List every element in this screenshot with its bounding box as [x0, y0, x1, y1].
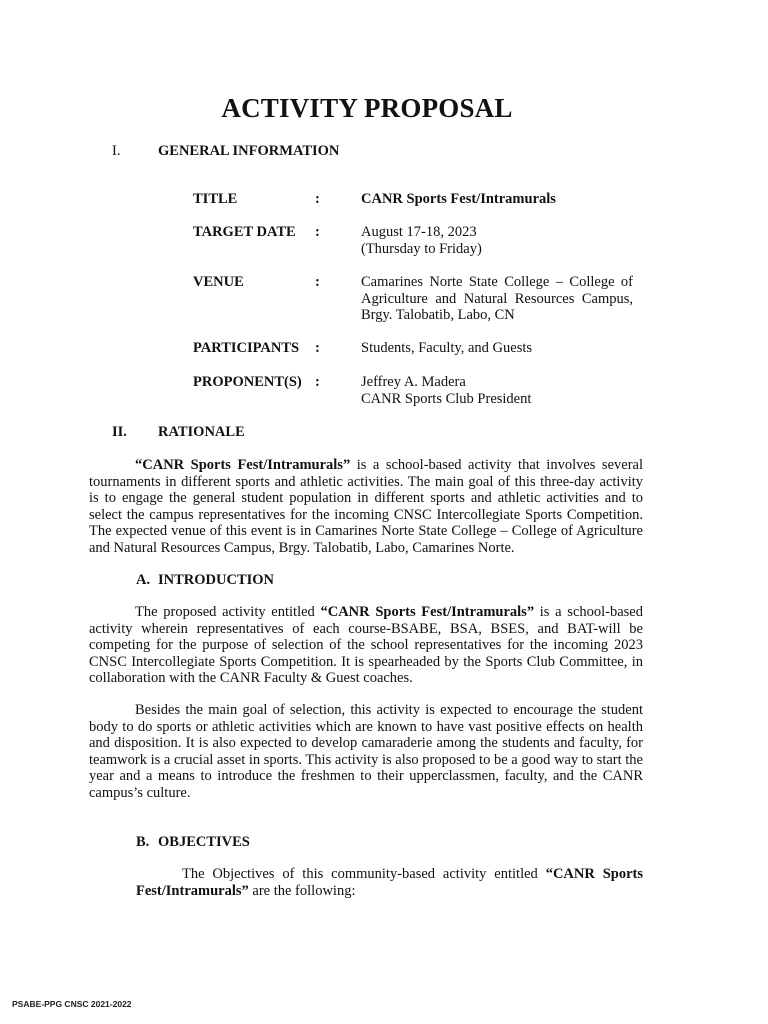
objectives-p-bold: “CANR Sports Fest/Intramurals”: [136, 866, 643, 899]
info-label: TARGET DATE: [193, 224, 296, 240]
info-value: [361, 374, 633, 407]
info-colon: :: [315, 191, 320, 207]
info-colon: :: [315, 274, 320, 290]
info-value: [361, 191, 633, 208]
document-title: ACTIVITY PROPOSAL: [221, 93, 513, 123]
objectives-p-rest: are the following:: [248, 882, 356, 899]
introduction-p1-rest: is a school-based activity wherein representatives of each course-BSABE, BSA, BSES, and BAT-will be competing for the purpose of selection of the school representatives for the incoming 2023 CNSC Intercollegiate Sports Competition. It is spearheaded by the Sports Club Committee, in collaboration with the CANR Faculty & Guest coaches.: [89, 604, 643, 687]
info-value-line: Camarines Norte State College – College of: [361, 274, 633, 290]
info-value-line: CANR Sports Club President: [361, 390, 532, 407]
info-colon: :: [315, 374, 320, 390]
page-footer: PSABE-PPG CNSC 2021-2022: [12, 999, 132, 1009]
section-1-heading: GENERAL INFORMATION: [158, 143, 340, 159]
objectives-p-start: The Objectives of this community-based activity entitled: [182, 866, 546, 882]
info-colon: :: [315, 340, 320, 356]
rationale-bold-title: “CANR Sports Fest/Intramurals”: [135, 457, 351, 473]
section-2-numeral: II.: [112, 424, 127, 440]
info-label: VENUE: [193, 274, 244, 290]
introduction-p1-start: The proposed activity entitled: [135, 604, 321, 620]
section-2-heading: RATIONALE: [158, 424, 245, 440]
info-label: PROPONENT(S): [193, 374, 302, 390]
objectives-heading: OBJECTIVES: [158, 834, 250, 850]
info-value: [361, 340, 633, 357]
info-label: TITLE: [193, 191, 238, 207]
info-value-line: CANR Sports Fest/Intramurals: [361, 191, 556, 207]
section-1-numeral: I.: [112, 143, 121, 159]
objectives-letter: B.: [136, 834, 150, 850]
info-colon: :: [315, 224, 320, 240]
rationale-paragraph: [89, 457, 643, 557]
introduction-paragraph-2: Besides the main goal of selection, this activity is expected to encourage the student body to do sports or athletic activities which are known to have vast positive effects on health and disposition. It is also expected to develop camaraderie among the students and faculty, for teamwork is a crucial asset in sports. This activity is also proposed to be a good way to start the year and a means to introduce the freshmen to their upperclassmen, faculty, and the CANR campus’s culture.: [89, 702, 643, 801]
objectives-paragraph: [136, 866, 643, 899]
info-value-line: (Thursday to Friday): [361, 240, 482, 257]
info-value: [361, 274, 633, 324]
introduction-heading: INTRODUCTION: [158, 572, 275, 588]
info-value-line: Students, Faculty, and Guests: [361, 340, 533, 356]
introduction-p1-bold: “CANR Sports Fest/Intramurals”: [320, 604, 535, 620]
introduction-paragraph-1: [89, 604, 643, 687]
info-value-line: Brgy. Talobatib, Labo, CN: [361, 307, 515, 324]
info-value: [361, 224, 633, 257]
info-label: PARTICIPANTS: [193, 340, 300, 356]
rationale-text: is a school-based activity that involves several tournaments in different sports and athletic activities. The main goal of this three-day activity is to engage the general student population in different sports and athletic activities and to select the campus representatives for the incoming CNSC Intercollegiate Sports Competition. The expected venue of this event is in Camarines Norte State College – College of Agriculture and Natural Resources Campus, Brgy. Talobatib, Labo, Camarines Norte.: [89, 457, 643, 556]
info-value-line: August 17-18, 2023: [361, 224, 477, 240]
info-value-line: Agriculture and Natural Resources Campus,: [361, 290, 633, 307]
introduction-letter: A.: [136, 572, 151, 588]
info-value-line: Jeffrey A. Madera: [361, 374, 466, 390]
